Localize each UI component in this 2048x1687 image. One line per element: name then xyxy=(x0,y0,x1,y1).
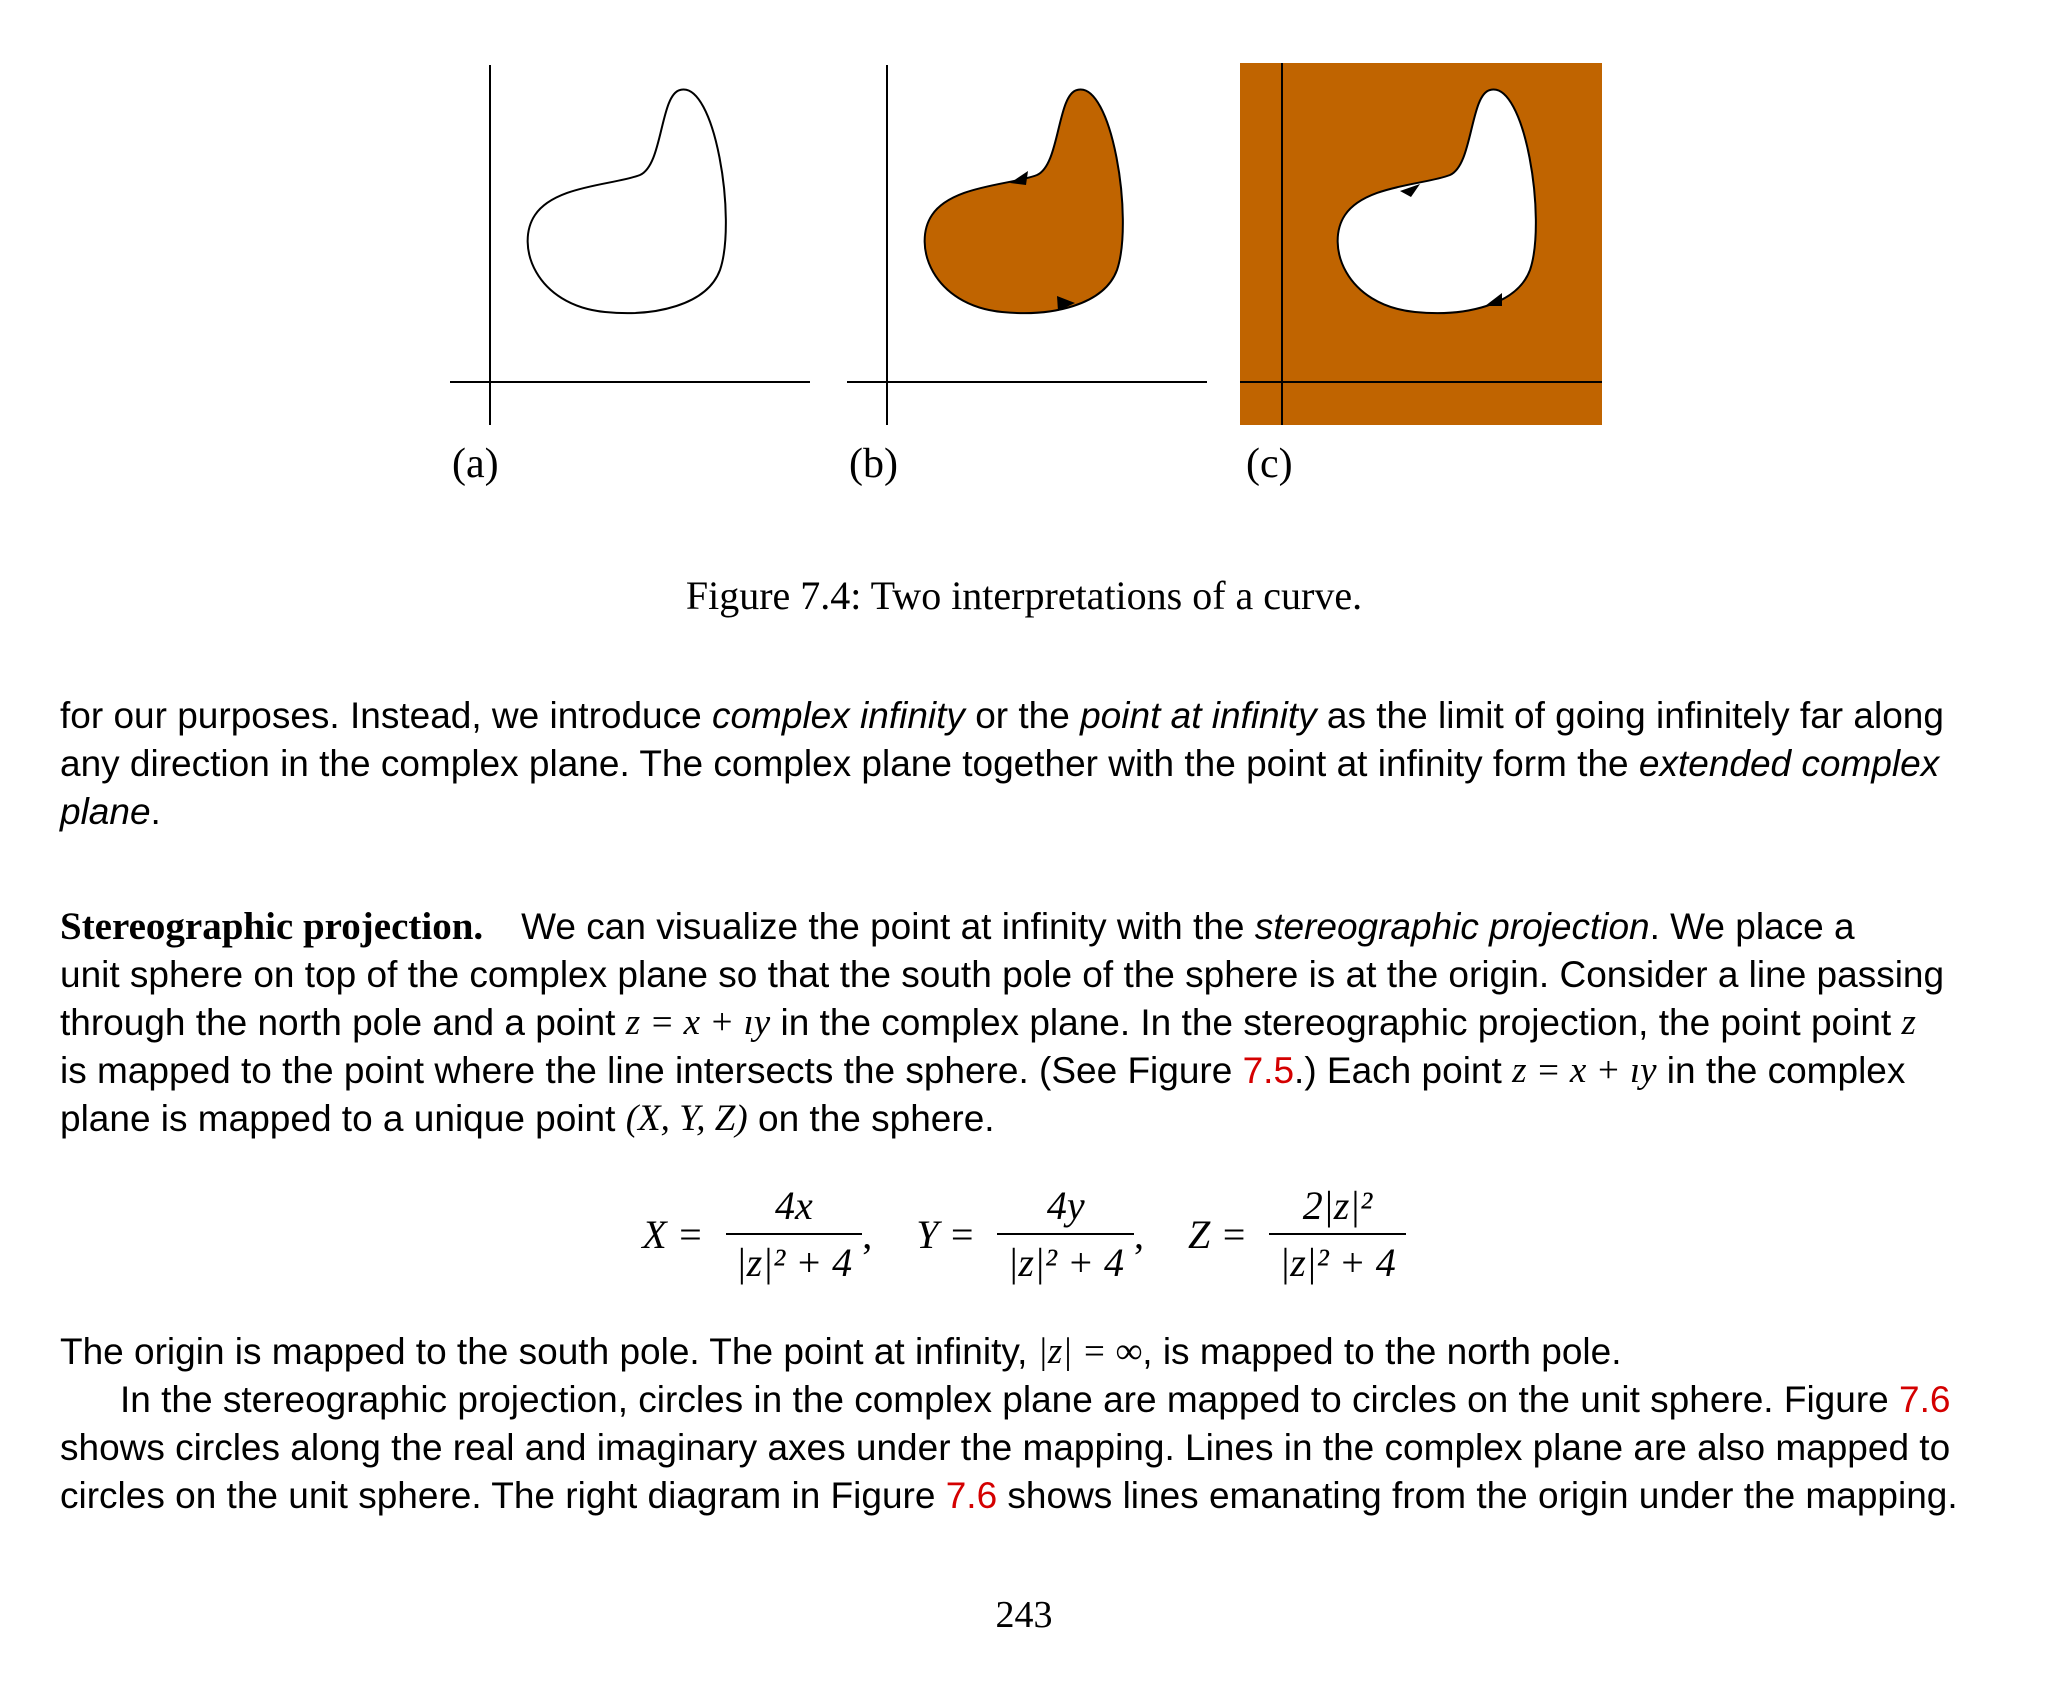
panel-a-diagram xyxy=(445,55,825,445)
panel-b xyxy=(842,55,1222,445)
text-line xyxy=(60,692,1990,740)
panel-b-diagram xyxy=(842,55,1222,445)
figure-7-4 xyxy=(0,0,2048,640)
text-line: circles on the unit sphere. The right diagram in Figure 7.6 shows lines emanating from the origin under the mapping. xyxy=(60,1472,1990,1520)
equation-z: Z = $\frac{\text{2|z|²}}{\text{|z|² + 4}}$ xyxy=(1188,1182,1406,1286)
section-heading: Stereographic projection. xyxy=(60,905,484,948)
panel-a xyxy=(445,55,825,445)
panel-c-diagram xyxy=(1240,55,1620,445)
fraction: $\frac{\text{2|z|²}}{\text{|z|² + 4}}$ xyxy=(1269,1182,1406,1286)
filled-region xyxy=(925,89,1123,313)
page-number: 243 xyxy=(995,1594,1053,1636)
inline-math: z xyxy=(1901,1002,1916,1043)
text-line: plane is mapped to a unique point (X, Y, Z) on the sphere. xyxy=(60,1095,1990,1143)
text-line: In the stereographic projection, circles in the complex plane are mapped to circles on the unit sphere. Figure 7.6 xyxy=(60,1376,1990,1424)
text-line: is mapped to the point where the line intersects the sphere. (See Figure 7.5 .) Each point z = x + ıy in the complex xyxy=(60,1047,1990,1095)
paragraph-stereographic xyxy=(60,903,1990,1143)
text-line: Stereographic projection. We can visualize the point at infinity with the stereographic projection . We place a xyxy=(60,903,1990,951)
arrow-head-top xyxy=(1010,171,1028,185)
inline-math: (X, Y, Z) xyxy=(625,1098,748,1139)
text-line: unit sphere on top of the complex plane so that the south pole of the sphere is at the origin. Consider a line passing xyxy=(60,954,1945,995)
inline-math: z = x + ıy xyxy=(625,1002,771,1043)
stereographic-equation xyxy=(0,1182,2048,1286)
text-line xyxy=(60,740,1990,788)
equation-x: X = $\frac{4x}{\text{|z|² + 4}}$ , xyxy=(642,1183,873,1285)
panel-c xyxy=(1240,55,1620,445)
paragraph-extended-plane xyxy=(60,692,1990,836)
inline-math: z = x + ıy xyxy=(1512,1050,1657,1091)
panel-b-label: (b) xyxy=(849,441,898,487)
panel-a-label: (a) xyxy=(452,441,499,487)
text-line: shows circles along the real and imaginary axes under the mapping. Lines in the complex plane are also mapped to xyxy=(60,1427,1951,1468)
equation-y: Y = $\frac{4y}{\text{|z|² + 4}}$ , xyxy=(916,1183,1144,1285)
inline-math: |z| = ∞ xyxy=(1037,1331,1143,1372)
panel-c-label: (c) xyxy=(1246,441,1293,487)
fraction: $\frac{4y}{\text{|z|² + 4}}$ xyxy=(997,1182,1134,1286)
figure-caption: Figure 7.4: Two interpretations of a curve. xyxy=(685,573,1363,618)
text-line: through the north pole and a point z = x + ıy in the complex plane. In the stereographic projection, the point point z xyxy=(60,999,1990,1047)
text-line-content: any direction in the complex plane. The complex plane together with the point at infinity form the extended complex xyxy=(60,743,1940,784)
text-line-content: plane. xyxy=(60,791,161,832)
figure-ref-link[interactable]: 7.6 xyxy=(1899,1379,1951,1420)
text-line xyxy=(60,788,1990,836)
fraction: $\frac{4x}{\text{|z|² + 4}}$ xyxy=(726,1182,863,1286)
figure-ref-link[interactable]: 7.6 xyxy=(945,1475,998,1516)
text-line: The origin is mapped to the south pole. The point at infinity, |z| = ∞ , is mapped to the north pole. xyxy=(60,1328,1990,1376)
closed-curve xyxy=(528,89,726,313)
text-line-content: for our purposes. Instead, we introduce complex infinity or the point at infinity as the limit of going infinitely far along xyxy=(60,695,1944,736)
paragraph-mapping xyxy=(60,1328,1990,1520)
figure-ref-link[interactable]: 7.5 xyxy=(1242,1050,1295,1091)
